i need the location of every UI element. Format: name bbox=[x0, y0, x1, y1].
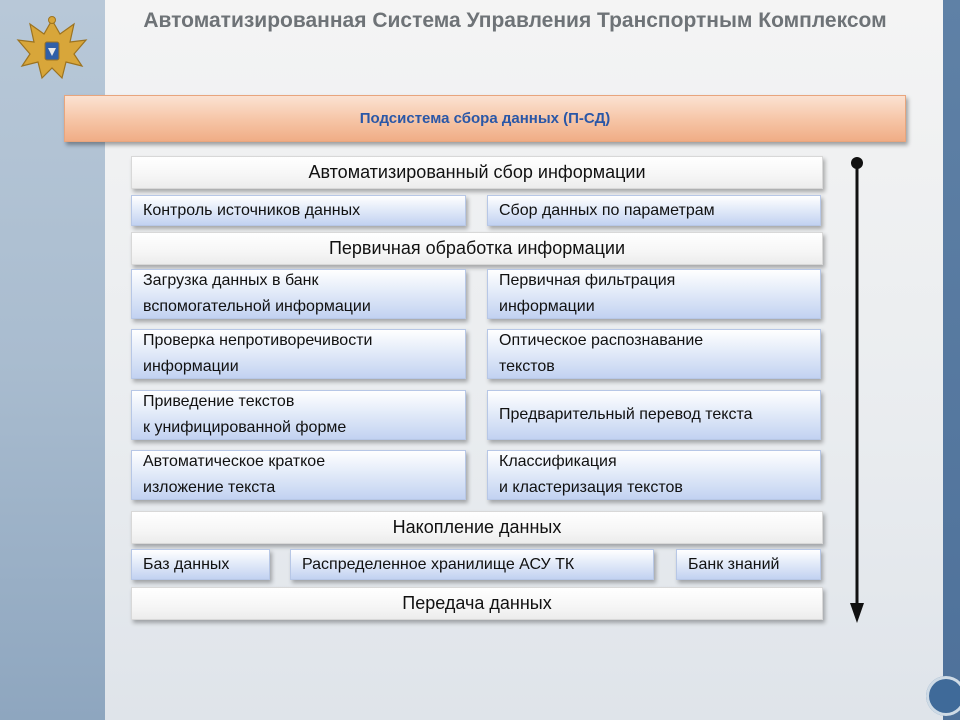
box-source-control: Контроль источников данных bbox=[131, 195, 466, 226]
section-accumulation-header: Накопление данных bbox=[131, 511, 823, 544]
subsystem-banner: Подсистема сбора данных (П-СД) bbox=[64, 95, 906, 142]
corner-decoration bbox=[926, 676, 960, 716]
section-processing-header: Первичная обработка информации bbox=[131, 232, 823, 265]
double-headed-eagle-emblem-icon bbox=[12, 12, 92, 92]
box-text-unification: Приведение текстов к унифицированной форме bbox=[131, 390, 466, 440]
box-parameter-collection: Сбор данных по параметрам bbox=[487, 195, 821, 226]
box-load-aux-bank: Загрузка данных в банк вспомогательной информации bbox=[131, 269, 466, 319]
box-preliminary-translation: Предварительный перевод текста bbox=[487, 390, 821, 440]
section-collection-header: Автоматизированный сбор информации bbox=[131, 156, 823, 189]
box-knowledge-bank: Банк знаний bbox=[676, 549, 821, 580]
box-databases: Баз данных bbox=[131, 549, 270, 580]
section-transfer-header: Передача данных bbox=[131, 587, 823, 620]
background-right-strip bbox=[943, 0, 960, 720]
down-arrow-icon bbox=[849, 155, 865, 625]
page-title: Автоматизированная Система Управления Транспортным Комплексом bbox=[143, 9, 887, 32]
box-ocr: Оптическое распознавание текстов bbox=[487, 329, 821, 379]
box-primary-filtering: Первичная фильтрация информации bbox=[487, 269, 821, 319]
box-auto-summary: Автоматическое краткое изложение текста bbox=[131, 450, 466, 500]
box-classification-clustering: Классификация и кластеризация текстов bbox=[487, 450, 821, 500]
box-consistency-check: Проверка непротиворечивости информации bbox=[131, 329, 466, 379]
box-distributed-storage: Распределенное хранилище АСУ ТК bbox=[290, 549, 654, 580]
